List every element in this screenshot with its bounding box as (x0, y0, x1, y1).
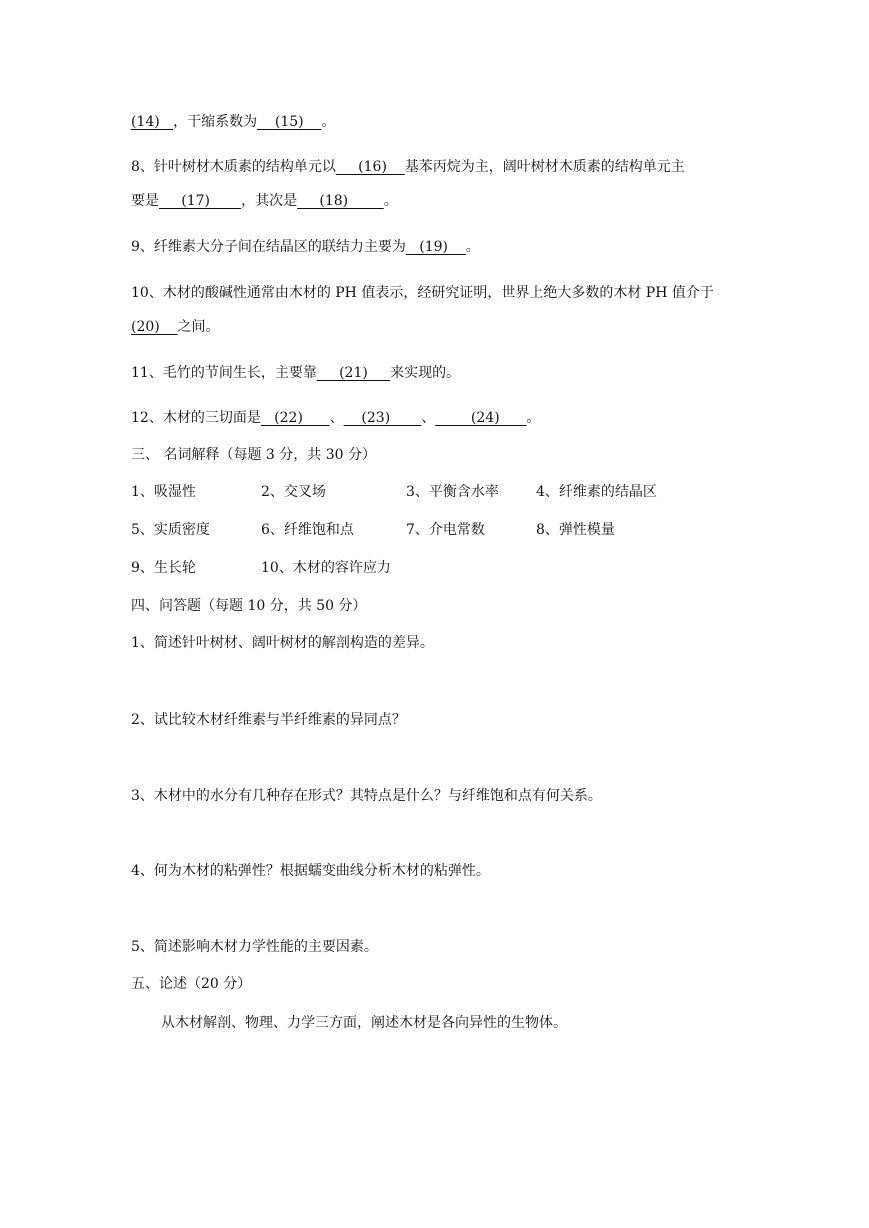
text: 12、木材的三切面是 (131, 410, 261, 426)
blank-20: (20) (131, 319, 178, 335)
blank-21: (21) (316, 365, 391, 381)
question-4-2: 2、试比较木材纤维素与半纤维素的异同点？ (131, 712, 406, 728)
question-8-line-1 (131, 157, 685, 177)
text: 8、针叶树材木质素的结构单元以 (131, 159, 336, 175)
blank-22: (22) (260, 410, 330, 426)
text: 、 (421, 410, 436, 426)
blank-23: (23) (343, 410, 422, 426)
text: 10、木材的酸碱性通常由木材的 PH 值表示，经研究证明，世界上绝大多数的木材 PH 值介于 (131, 285, 714, 301)
term-8: 8、弹性模量 (536, 522, 615, 538)
blank-24: (24) (435, 410, 527, 426)
section-4-title: 四、问答题（每题 10 分，共 50 分） (131, 598, 367, 614)
text: 。 (526, 410, 541, 426)
question-4-4: 4、何为木材的粘弹性？根据蠕变曲线分析木材的粘弹性。 (131, 863, 490, 879)
question-9 (131, 237, 480, 257)
question-4-5: 5、简述影响木材力学性能的主要因素。 (131, 939, 378, 955)
blank-14: (14) (131, 114, 174, 130)
term-4: 4、纤维素的结晶区 (536, 484, 657, 500)
question-10-line-2 (131, 317, 220, 337)
text: 、 (329, 410, 344, 426)
blank-17: (17) (159, 193, 242, 209)
blank-19: (19) (405, 239, 466, 255)
term-6: 6、纤维饱和点 (261, 522, 354, 538)
text: 基苯丙烷为主，阔叶树材木质素的结构单元主 (404, 159, 685, 175)
question-10-line-1 (131, 283, 714, 303)
section-5-title: 五、论述（20 分） (131, 976, 252, 992)
text: 。 (383, 193, 398, 209)
blank-18: (18) (297, 193, 384, 209)
question-4-1: 1、简述针叶树材、阔叶树材的解剖构造的差异。 (131, 635, 434, 651)
section-3-title: 三、 名词解释（每题 3 分，共 30 分） (131, 447, 376, 463)
term-1: 1、吸湿性 (131, 484, 196, 500)
blank-16: (16) (335, 159, 405, 175)
text: ，干缩系数为 (173, 114, 258, 130)
text: 11、毛竹的节间生长，主要靠 (131, 365, 317, 381)
fill-line-14-15 (131, 112, 335, 132)
term-7: 7、介电常数 (406, 522, 485, 538)
text: 之间。 (177, 319, 220, 335)
text: 。 (321, 114, 336, 130)
term-10: 10、木材的容许应力 (261, 560, 391, 576)
text: 来实现的。 (390, 365, 461, 381)
text: ，其次是 (241, 193, 298, 209)
text: 。 (465, 239, 480, 255)
question-12 (131, 408, 540, 428)
essay-prompt: 从木材解剖、物理、力学三方面，阐述木材是各向异性的生物体。 (161, 1015, 567, 1031)
text: 要是 (131, 193, 159, 209)
term-9: 9、生长轮 (131, 560, 196, 576)
term-5: 5、实质密度 (131, 522, 210, 538)
question-4-3: 3、木材中的水分有几种存在形式？其特点是什么？与纤维饱和点有何关系。 (131, 788, 602, 804)
text: 9、纤维素大分子间在结晶区的联结力主要为 (131, 239, 406, 255)
blank-15: (15) (257, 114, 322, 130)
term-3: 3、平衡含水率 (406, 484, 499, 500)
question-11 (131, 363, 460, 383)
question-8-line-2 (131, 191, 398, 211)
term-2: 2、交叉场 (261, 484, 326, 500)
